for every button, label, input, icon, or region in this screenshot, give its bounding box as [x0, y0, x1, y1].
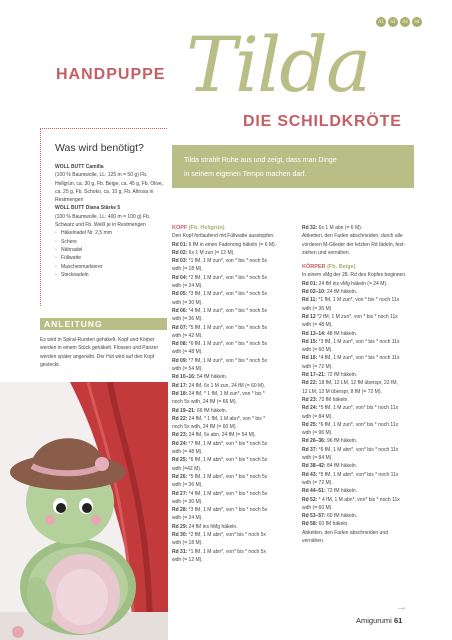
round-label: Rd 01: [302, 280, 318, 287]
round-label: Rd 15: [302, 338, 318, 345]
round-label: Rd 22: [172, 415, 188, 422]
round-text: 54 fM häkeln. [195, 374, 228, 381]
tool-item: • Nähnadel [55, 246, 167, 254]
round-text: *4 fM, 1 M zun*, von * bis * noch 11x [317, 355, 400, 362]
instruction-row [172, 556, 300, 564]
instruction-row [302, 379, 422, 387]
round-text: *4 fM, 1 M zun*, von * bis * noch 5x [187, 307, 268, 314]
tool-item: • Maschenmarkierer [55, 263, 167, 271]
instruction-row [172, 490, 300, 498]
instruction-row [302, 512, 422, 520]
instruction-row [302, 404, 422, 412]
round-text: wdh (= 72 M). [302, 479, 333, 486]
instruction-row [302, 363, 422, 371]
instruction-row [302, 471, 422, 479]
round-text: 24 fM, * 1 fM, 1 M abn*, von * bis * [187, 415, 266, 422]
section-dots [376, 17, 422, 27]
instruction-row [302, 487, 422, 495]
round-text: *1 fM, 1 M zun*, von * bis * noch 5x [187, 258, 268, 265]
round-label: Rd 25: [302, 421, 318, 428]
next-page-arrow-icon: → [396, 601, 407, 613]
round-text: *6 fM, 1 M abn*, von * bis * noch 5x [187, 457, 268, 464]
round-text: vorderen M-Glieder der letzten Rd fädeln, fest- [302, 241, 406, 248]
instruction-row [302, 280, 422, 288]
round-label: Rd 03: [172, 258, 188, 265]
instruction-row [302, 288, 422, 296]
instruction-row [302, 271, 422, 279]
round-text: *5 fM, 1 M abn*, von * bis * noch 5x [187, 473, 268, 480]
round-text: wdh (= 60 M). [302, 347, 333, 354]
yarn2-name: WOLL BUTT Diana Stärke 5 [55, 205, 121, 212]
instruction-row [302, 232, 422, 240]
round-text: wdh (= 24 M). [172, 283, 203, 290]
round-text: 6x 1 M abn (= 6 M). [317, 225, 363, 231]
instruction-row [172, 340, 300, 348]
round-text: *5 fM, 1 M zun*, von * bis * noch 5x [187, 324, 268, 331]
quote-banner [172, 145, 414, 188]
round-text: *6 fM, 1 M zun*, von* bis * noch 11x [317, 421, 399, 428]
instruction-row [172, 241, 300, 249]
instruction-row [172, 473, 300, 481]
instruction-row [172, 315, 300, 323]
round-text: *6 fM, 1 M abn*, von* bis * noch 11x [317, 446, 399, 453]
round-label: Rd 52: [302, 496, 318, 503]
section-dot: A3 [400, 17, 410, 27]
round-label: Rd 26: [172, 473, 188, 480]
instruction-row [172, 523, 300, 531]
instruction-row [302, 437, 422, 445]
instruction-row [172, 407, 300, 415]
tool-item: • Füllwatte [55, 254, 167, 262]
round-text: Den Kopf fortlaufend mit Füllwatte ausstopfen. [172, 233, 275, 240]
round-label: Rd 17: [172, 382, 188, 389]
instruction-row [172, 348, 300, 356]
instruction-row [302, 396, 422, 404]
round-label: Rd 27: [172, 490, 188, 497]
instruction-row [172, 398, 300, 406]
round-label: Rd 30: [172, 531, 188, 538]
round-label: Rd 26–36: [302, 438, 326, 445]
round-label: Rd 32: [302, 225, 318, 231]
round-text: wdh (= 36 M). [172, 316, 203, 323]
instruction-row [302, 504, 422, 512]
instruction-row [172, 415, 300, 423]
title-schildkroete: DIE SCHILDKRÖTE [243, 113, 402, 130]
section-heading-kopf [172, 224, 300, 232]
instruction-row [172, 440, 300, 448]
round-label: Rd 02–10: [302, 289, 326, 296]
page-number: 61 [393, 616, 403, 625]
quote-line: Tilda strahlt Ruhe aus und zeigt, dass man Dinge [184, 157, 337, 164]
instruction-row [302, 520, 422, 528]
round-text: 72 fM häkeln. [325, 488, 358, 495]
turtle-photo [0, 382, 168, 640]
instruction-row [172, 548, 300, 556]
round-label: Rd 07: [172, 324, 188, 331]
round-text: *1 fM, 1 M zun*, von * bis * noch 11x [317, 297, 400, 304]
instruction-row [172, 357, 300, 365]
instruction-row [302, 413, 422, 421]
instruction-row [302, 296, 422, 304]
round-label: Rd 38–42: [302, 463, 326, 470]
round-text: ziehen und vernähen. [302, 249, 351, 256]
round-text: *2 fM, 1 M zun*, von * bis * noch 11x [315, 313, 398, 320]
round-text: *3 fM, 1 M abn*, von * bis * noch 5x [187, 507, 268, 514]
instruction-row [302, 224, 422, 232]
round-label: Rd 58: [302, 521, 318, 528]
pattern-column-body [302, 224, 422, 545]
instruction-row [172, 282, 300, 290]
round-label: Rd 13–14: [302, 330, 326, 337]
round-label: Rd 19–21: [172, 407, 196, 414]
section-dot: A2 [388, 17, 398, 27]
round-text: *7 fM, 1 M abn*, von * bis * noch 5x [187, 440, 268, 447]
materials-box [40, 128, 167, 306]
round-text: wdh (= 18 M). [172, 266, 203, 273]
round-text: wdh (= 42 M). [172, 332, 203, 339]
round-text: *3 fM, 1 M zun*, von * bis * noch 5x [187, 291, 268, 298]
round-text: *7 fM, 1 M zun*, von * bis * noch 5x [187, 357, 268, 364]
section-heading-koerper [302, 263, 422, 271]
round-text: *3 fM, 1 M zun*, von * bis * noch 11x [317, 338, 400, 345]
instruction-row [172, 465, 300, 473]
round-text: 72 fM häkeln. [317, 396, 349, 403]
round-text: * 4 fM, 1 M abn*, von* bis * noch 11x [317, 496, 400, 503]
round-text: wdh (=42 M). [172, 465, 202, 472]
instruction-row [172, 539, 300, 547]
round-text: wdh (= 96 M). [302, 430, 333, 437]
instruction-row [302, 429, 422, 437]
round-label: Rd 05: [172, 291, 188, 298]
section-dot: A4 [412, 17, 422, 27]
instruction-row [172, 232, 300, 240]
round-text: 96 fM häkeln. [325, 438, 358, 445]
materials-heading: Was wird benötigt? [55, 142, 144, 154]
round-text: 72 fM häkeln. [325, 372, 358, 379]
round-label: Rd 18: [172, 390, 188, 397]
instruction-row [302, 371, 422, 379]
instruction-row [302, 454, 422, 462]
round-text: wdh (= 54 M). [172, 366, 203, 373]
round-text: 24 fM, 6x 1 M zun, 24 fM (= 60 M). [187, 382, 266, 389]
quote-line: in seinem eigenen Tempo machen darf. [184, 170, 307, 178]
round-text: 12 LM, 12 M überspr, 8 fM (= 72 M). [302, 388, 382, 395]
instruction-row [172, 423, 300, 431]
round-text: *2 fM, 1 M zun*, von * bis * noch 5x [187, 274, 268, 281]
round-label: Rd 24: [172, 440, 188, 447]
instruction-row [302, 305, 422, 313]
round-text: *4 fM, 1 M abn*, von * bis * noch 5x [187, 490, 268, 497]
instruction-row [172, 373, 300, 381]
round-text: wdh (= 48 M). [302, 322, 333, 329]
round-text: 24 fM ins hMg häkeln. [187, 523, 238, 530]
round-label: Rd 04: [172, 274, 188, 281]
instruction-row [172, 456, 300, 464]
round-text: In einem vMg der 28. Rd des Kopfes beginnen. [302, 272, 407, 279]
instruction-row [172, 498, 300, 506]
round-text: wdh (= 60 M). [302, 504, 333, 511]
pattern-column-head [172, 224, 300, 564]
heading-label: KÖRPER [302, 264, 326, 271]
round-label: Rd 23: [172, 432, 188, 439]
round-text: wdh (= 18 M). [172, 540, 203, 547]
round-label: Rd 43: [302, 471, 318, 478]
instruction-row [172, 390, 300, 398]
instruction-row [302, 421, 422, 429]
round-text: Abketten, den Faden abschneiden, durch alle [302, 233, 403, 240]
round-text: vernähen. [302, 537, 325, 544]
tool-item: • Stecknadeln [55, 271, 167, 279]
instruction-row [172, 382, 300, 390]
instruction-row [172, 506, 300, 514]
round-text: *2 fM, 1 M abn*, von* bis * noch 5x [187, 531, 266, 538]
instruction-row [302, 338, 422, 346]
round-text: 24 fM ins vMg häkeln (= 24 M). [317, 280, 388, 287]
tool-item: • Häkelnadel Nr. 2,5 mm [55, 229, 167, 237]
instruction-row [172, 431, 300, 439]
instruction-row [302, 496, 422, 504]
instruction-row [302, 313, 422, 321]
round-label: Rd 17–21: [302, 372, 326, 379]
round-text: wdh (= 48 M). [172, 449, 203, 456]
instruction-row [172, 265, 300, 273]
instruction-row [302, 321, 422, 329]
tool-item: • Schere [55, 238, 167, 246]
round-label: Rd 06: [172, 307, 188, 314]
instruction-row [172, 324, 300, 332]
instruction-row [302, 537, 422, 545]
round-label: Rd 24: [302, 405, 318, 412]
round-text: 60 fM häkeln. [325, 513, 358, 520]
heading-color: (Fb. Beige) [327, 264, 356, 271]
round-label: Rd 28: [172, 507, 188, 514]
instruction-row [172, 249, 300, 257]
round-label: Rd 25: [172, 457, 188, 464]
anleitung-text: Es wird in Spiral-Runden gehäkelt. Kopf und Körper werden in einem Stück gehäkelt. Flossen und Panzer werden später angenäht. Der Hut wird auf den Kopf gesteckt. [40, 337, 159, 368]
heading-color: (Fb. Hellgrün) [188, 225, 225, 231]
instruction-row [172, 448, 300, 456]
round-text: noch 5x wdh, 24 fM (= 66 M). [172, 399, 237, 406]
round-text: Abketten, den Faden abschneiden und [302, 529, 388, 536]
instruction-row [172, 481, 300, 489]
title-handpuppe: HANDPUPPE [56, 66, 166, 83]
round-text: *6 fM, 1 M zun*, von * bis * noch 5x [187, 341, 268, 348]
instruction-row [302, 354, 422, 362]
round-label: Rd 37: [302, 446, 318, 453]
instruction-row [172, 307, 300, 315]
round-label: Rd 23: [302, 396, 318, 403]
tools-list [55, 229, 167, 279]
title-tilda: Tilda [186, 20, 370, 109]
round-text: wdh (= 30 M). [172, 498, 203, 505]
round-label: Rd 08: [172, 341, 188, 348]
instruction-row [172, 514, 300, 522]
round-text: wdh (= 24 M). [172, 515, 203, 522]
round-text: *1 fM, 1 M abn*, von* bis * noch 5x [187, 548, 266, 555]
round-label: Rd 44–51: [302, 488, 326, 495]
instruction-row [302, 330, 422, 338]
instruction-row [172, 290, 300, 298]
heading-label: KOPF [172, 225, 188, 231]
instruction-row [302, 479, 422, 487]
instruction-row [302, 249, 422, 257]
instruction-row [302, 241, 422, 249]
round-text: 24 fM, 6x abn, 24 fM (= 54 M). [187, 432, 256, 439]
yarn1-desc: (100 % Baumwolle, LL: 125 m = 50 g) Fb. Hellgrün, ca. 30 g, Fb. Beige, ca. 45 g, Fb. Olive, ca. 25 g, Fb. Schoko, ca. 10 g, Fb. Altrosa in Restmengen [55, 172, 164, 204]
round-text: *5 fM, 1 M abn*, von* bis * noch 11x [317, 471, 399, 478]
yarn2-desc: (100 % Baumwolle, LL: 400 m = 100 g) Fb. Schwarz und Fb. Weiß je in Restmengen [55, 213, 151, 229]
kopf-final-rows [302, 224, 422, 257]
round-text: 48 fM häkeln. [325, 330, 358, 337]
page-footer [356, 616, 402, 625]
round-label: Rd 22: [302, 380, 318, 387]
round-label: Rd 29: [172, 523, 188, 530]
instruction-row [302, 529, 422, 537]
round-text: 84 fM häkeln. [325, 463, 358, 470]
round-text: 66 fM häkeln. [195, 407, 228, 414]
instruction-row [172, 531, 300, 539]
round-text: 24 fM, * 1 fM, 1 M zun*, von * bis * [187, 390, 265, 397]
round-text: wdh (= 48 M). [172, 349, 203, 356]
round-label: Rd 01: [172, 241, 188, 248]
magazine-name: Amigurumi [356, 616, 392, 625]
instruction-row [302, 462, 422, 470]
instruction-row [172, 299, 300, 307]
round-text: wdh (= 30 M). [172, 299, 203, 306]
round-text: wdh (= 84 M). [302, 455, 333, 462]
round-text: noch 5x wdh, 24 fM (= 60 M). [172, 424, 237, 431]
round-text: wdh (= 36 M) [302, 305, 332, 312]
round-label: Rd 09: [172, 357, 188, 364]
yarn1-name: WOLL BUTT Camilla [55, 164, 104, 170]
round-text: wdh (= 72 M). [302, 363, 333, 370]
instruction-row [172, 274, 300, 282]
round-text: 24 fM häkeln. [325, 289, 358, 296]
instruction-row [302, 388, 422, 396]
section-dot: A1 [376, 17, 386, 27]
round-label: Rd 12 [302, 313, 316, 320]
round-text: wdh (= 36 M). [172, 482, 203, 489]
turtle-photo-image [0, 382, 168, 640]
instruction-row [172, 332, 300, 340]
round-text: *5 fM, 1 M zun*, von* bis * noch 11x [317, 405, 399, 412]
instruction-row [172, 257, 300, 265]
round-label: Rd 31: [172, 548, 188, 555]
instruction-row [302, 446, 422, 454]
round-label: Rd 16: [302, 355, 318, 362]
round-label: Rd 11: [302, 297, 318, 304]
instruction-row [172, 365, 300, 373]
round-text: 6x 1 M zun (= 12 M). [187, 249, 235, 256]
anleitung-header: ANLEITUNG [40, 318, 167, 330]
koerper-rows [302, 271, 422, 545]
instruction-row [302, 346, 422, 354]
kopf-rows [172, 232, 300, 564]
round-label: Rd 02: [172, 249, 188, 256]
round-text: 18 fM, 12 LM, 12 fM überspr, 22 fM, [317, 380, 398, 387]
round-text: wdh (= 12 M). [172, 556, 203, 563]
round-label: Rd 10–16: [172, 374, 196, 381]
round-text: 6 fM in einen Fadenring häkeln (= 6 M). [187, 241, 277, 248]
round-text: wdh (= 84 M). [302, 413, 333, 420]
round-text: 60 fM häkeln. [317, 521, 349, 528]
round-label: Rd 53–57: [302, 513, 326, 520]
